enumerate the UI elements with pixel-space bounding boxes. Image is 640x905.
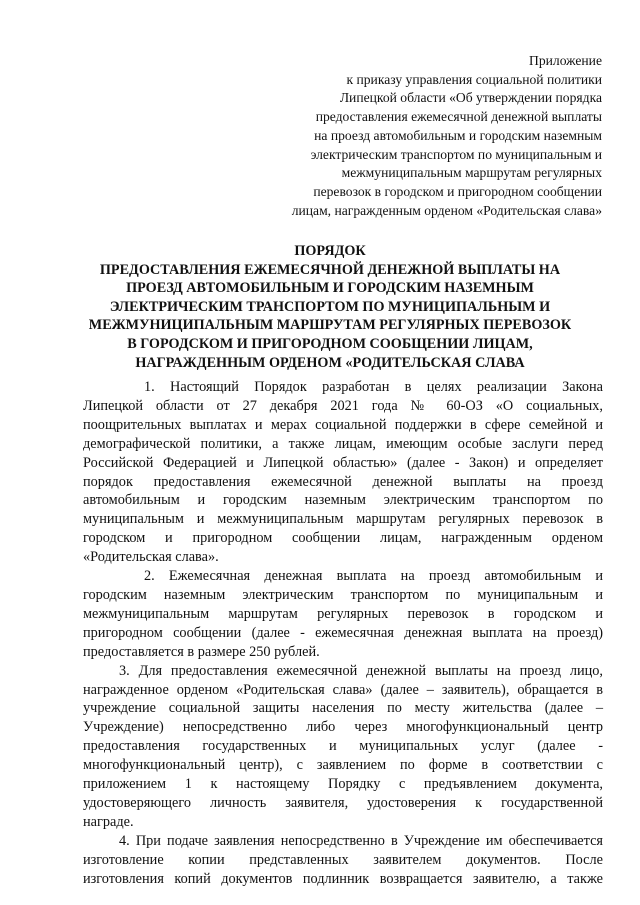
appendix-line: перевозок в городском и пригородном сообщении	[313, 183, 602, 199]
body-line: награжденное орденом «Родительская слава» (далее – заявитель), обращается в	[83, 681, 603, 698]
title-line: ЭЛЕКТРИЧЕСКИМ ТРАНСПОРТОМ ПО МУНИЦИПАЛЬНЫМ И	[109, 298, 551, 315]
body-line: порядок предоставления ежемесячной денежной выплаты на проезд	[83, 473, 603, 490]
body-line: межмуниципальным маршрутам регулярных перевозок в городском и	[83, 605, 603, 622]
body-line: 4. При подаче заявления непосредственно в Учреждение им обеспечивается	[119, 832, 603, 849]
body-line: многофункциональный центр), с заявлением по форме в соответствии с	[83, 757, 603, 774]
body-line: Липецкой области от 27 декабря 2021 года № 60-ОЗ «О социальных,	[83, 397, 603, 414]
title-line: ПРЕДОСТАВЛЕНИЯ ЕЖЕМЕСЯЧНОЙ ДЕНЕЖНОЙ ВЫПЛАТЫ НА	[99, 261, 561, 278]
appendix-line: на проезд автомобильным и городским наземным	[314, 127, 602, 143]
appendix-line: электрическим транспортом по муниципальным и	[310, 146, 602, 162]
appendix-line: Приложение	[529, 53, 602, 68]
appendix-header	[242, 52, 602, 220]
document-title	[70, 242, 590, 372]
appendix-line: к приказу управления социальной политики	[346, 71, 602, 87]
title-line: ПРОЕЗД АВТОМОБИЛЬНЫМ И ГОРОДСКИМ НАЗЕМНЫМ	[126, 280, 534, 297]
body-line: награде.	[83, 813, 134, 830]
title-line: ПОРЯДОК	[294, 243, 366, 259]
body-line: 2. Ежемесячная денежная выплата на проезд автомобильным и	[144, 568, 603, 585]
title-line: МЕЖМУНИЦИПАЛЬНЫМ МАРШРУТАМ РЕГУЛЯРНЫХ ПЕРЕВОЗОК	[88, 317, 572, 334]
body-line: «Родительская слава».	[83, 549, 219, 566]
body-line: Учреждение) непосредственно либо через многофункциональный центр	[83, 719, 603, 736]
body-line: 3. Для предоставления ежемесячной денежной выплаты на проезд лицо,	[119, 662, 603, 679]
body-line: 1. Настоящий Порядок разработан в целях реализации Закона	[144, 379, 603, 395]
body-line: пригородном сообщении (далее - ежемесячная денежная выплата на проезд)	[83, 624, 603, 641]
appendix-line: межмуниципальным маршрутам регулярных	[341, 165, 602, 181]
body-line: удостоверяющего личность заявителя, удостоверения к государственной	[83, 794, 603, 811]
appendix-line: Липецкой области «Об утверждении порядка	[339, 90, 602, 106]
title-line: НАГРАЖДЕННЫМ ОРДЕНОМ «РОДИТЕЛЬСКАЯ СЛАВА	[135, 354, 525, 371]
body-line: муниципальным и межмуниципальным маршрутам регулярных перевозок в	[83, 511, 603, 528]
appendix-line: лицам, награжденным орденом «Родительская слава»	[291, 202, 602, 218]
body-line: изготовление копии представленных заявителем документов. После	[83, 851, 603, 868]
body-line: поощрительных выплатах и мерах социальной поддержки в сфере семейной и	[83, 416, 603, 433]
body-line: демографической политики, а также лицам, имеющим особые заслуги перед	[83, 435, 603, 452]
appendix-line: предоставления ежемесячной денежной выплаты	[315, 109, 602, 125]
body-line: автомобильным и городским наземным электрическим транспортом по	[83, 492, 603, 509]
title-line: В ГОРОДСКОМ И ПРИГОРОДНОМ СООБЩЕНИИ ЛИЦАМ,	[127, 335, 533, 352]
body-line: предоставляется в размере 250 рублей.	[83, 643, 320, 660]
body-line: учреждение социальной защиты населения по месту жительства (далее –	[83, 700, 603, 717]
body-line: городским наземным электрическим транспортом по муниципальным и	[83, 586, 603, 603]
body-line: изготовления копий документов подлинник возвращается заявителю, а также	[83, 870, 603, 887]
body-line: предоставления государственных и муниципальных услуг (далее -	[83, 738, 603, 755]
body-line: Российской Федерацией и Липецкой областью» (далее - Закон) и определяет	[83, 454, 603, 471]
body-line: городском и пригородном сообщении лицам, награжденным орденом	[83, 530, 603, 547]
document-body	[83, 378, 603, 888]
body-line: приложением 1 к настоящему Порядку с предъявлением документа,	[83, 776, 603, 793]
